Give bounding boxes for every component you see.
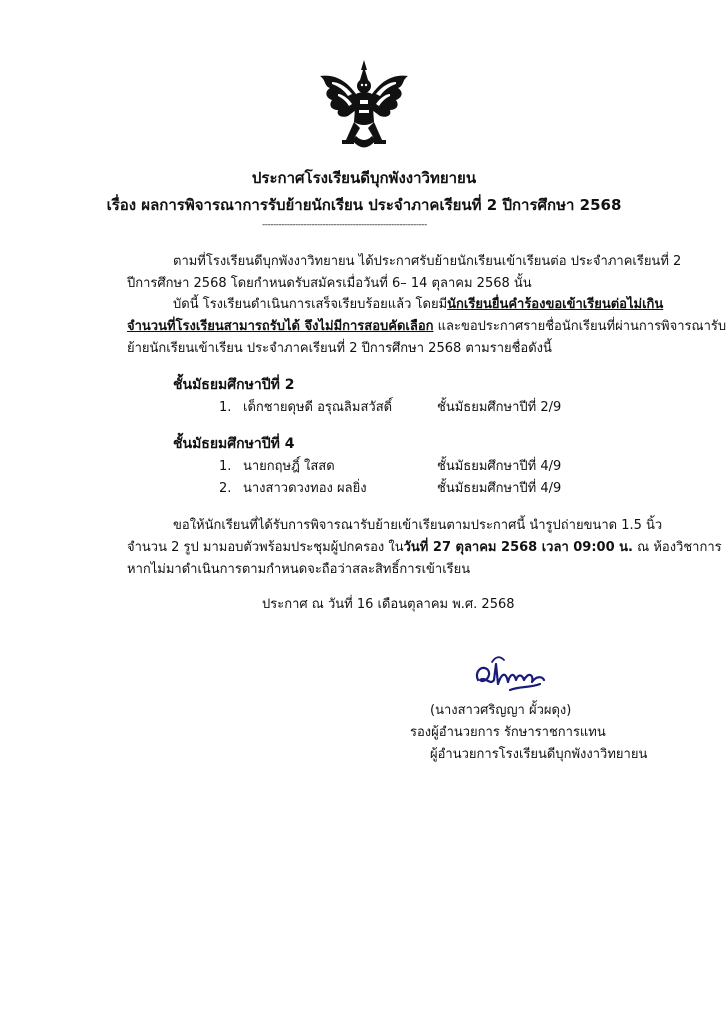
student-name: นายกฤษฎิ์ ใสสด bbox=[243, 459, 335, 474]
student-level: ชั้นมัธยมศึกษาปีที่ 4/9 bbox=[437, 459, 562, 474]
handwritten-signature-icon bbox=[470, 650, 560, 700]
group-heading-m4: ชั้นมัธยมศึกษาปีที่ 4 bbox=[173, 436, 295, 452]
closing-line-2 bbox=[127, 540, 722, 556]
paragraph-2-text-cont: และขอประกาศรายชื่อนักเรียนที่ผ่านการพิจารณารับ bbox=[433, 319, 727, 334]
garuda-emblem-icon bbox=[318, 60, 410, 155]
paragraph-2-emphasis: นักเรียนยื่นคำร้องขอเข้าเรียนต่อไม่เกิน bbox=[447, 297, 664, 312]
student-level: ชั้นมัธยมศึกษาปีที่ 2/9 bbox=[437, 400, 562, 415]
student-number: 1. bbox=[219, 459, 232, 474]
closing-line-3: หากไม่มาดำเนินการตามกำหนดจะถือว่าสละสิทธิ์การเข้าเรียน bbox=[127, 562, 471, 577]
closing-location: ณ ห้องวิชาการ bbox=[633, 540, 722, 555]
announce-date: ประกาศ ณ วันที่ 16 เดือนตุลาคม พ.ศ. 2568 bbox=[262, 597, 515, 612]
signer-position: รองผู้อำนวยการ รักษาราชการแทน bbox=[410, 725, 606, 740]
paragraph-2-text: บัดนี้ โรงเรียนดำเนินการเสร็จเรียบร้อยแล้ว โดยมี bbox=[173, 297, 448, 312]
signer-name: (นางสาวศริญญา ผั้วผดุง) bbox=[430, 703, 572, 718]
paragraph-1-line-2: ปีการศึกษา 2568 โดยกำหนดรับสมัครเมื่อวันที่ 6– 14 ตุลาคม 2568 นั้น bbox=[127, 276, 532, 291]
student-name: เด็กชายดุษดี อรุณลิมสวัสดิ์ bbox=[243, 400, 393, 415]
group-heading-m2: ชั้นมัธยมศึกษาปีที่ 2 bbox=[173, 377, 295, 393]
paragraph-1-line-1: ตามที่โรงเรียนดีบุกพังงาวิทยายน ได้ประกาศรับย้ายนักเรียนเข้าเรียนต่อ ประจำภาคเรียนที่ 2 bbox=[173, 254, 682, 269]
closing-line-1: ขอให้นักเรียนที่ได้รับการพิจารณารับย้ายเข้าเรียนตามประกาศนี้ นำรูปถ่ายขนาด 1.5 นิ้ว bbox=[173, 518, 663, 533]
announcement-title: ประกาศโรงเรียนดีบุกพังงาวิทยายน bbox=[251, 169, 477, 187]
title-divider: ------------------------------------------------------------ bbox=[262, 220, 427, 230]
paragraph-2-emphasis-cont: จำนวนที่โรงเรียนสามารถรับได้ จึงไม่มีการสอบคัดเลือก bbox=[127, 319, 434, 334]
student-level: ชั้นมัธยมศึกษาปีที่ 4/9 bbox=[437, 481, 562, 496]
announcement-subject: เรื่อง ผลการพิจารณาการรับย้ายนักเรียน ประจำภาคเรียนที่ 2 ปีการศึกษา 2568 bbox=[106, 196, 622, 214]
signer-organization: ผู้อำนวยการโรงเรียนดีบุกพังงาวิทยายน bbox=[430, 747, 648, 762]
student-number: 1. bbox=[219, 400, 232, 415]
paragraph-2-line-1 bbox=[173, 297, 663, 313]
closing-date-time: วันที่ 27 ตุลาคม 2568 เวลา 09:00 น. bbox=[403, 540, 633, 555]
closing-text: จำนวน 2 รูป มามอบตัวพร้อมประชุมผู้ปกครอง ใน bbox=[127, 540, 404, 555]
paragraph-2-line-3: ย้ายนักเรียนเข้าเรียน ประจำภาคเรียนที่ 2 ปีการศึกษา 2568 ตามรายชื่อดังนี้ bbox=[127, 341, 552, 356]
paragraph-2-line-2 bbox=[127, 319, 726, 335]
student-number: 2. bbox=[219, 481, 232, 496]
student-name: นางสาวดวงทอง ผลยิ่ง bbox=[243, 481, 367, 496]
